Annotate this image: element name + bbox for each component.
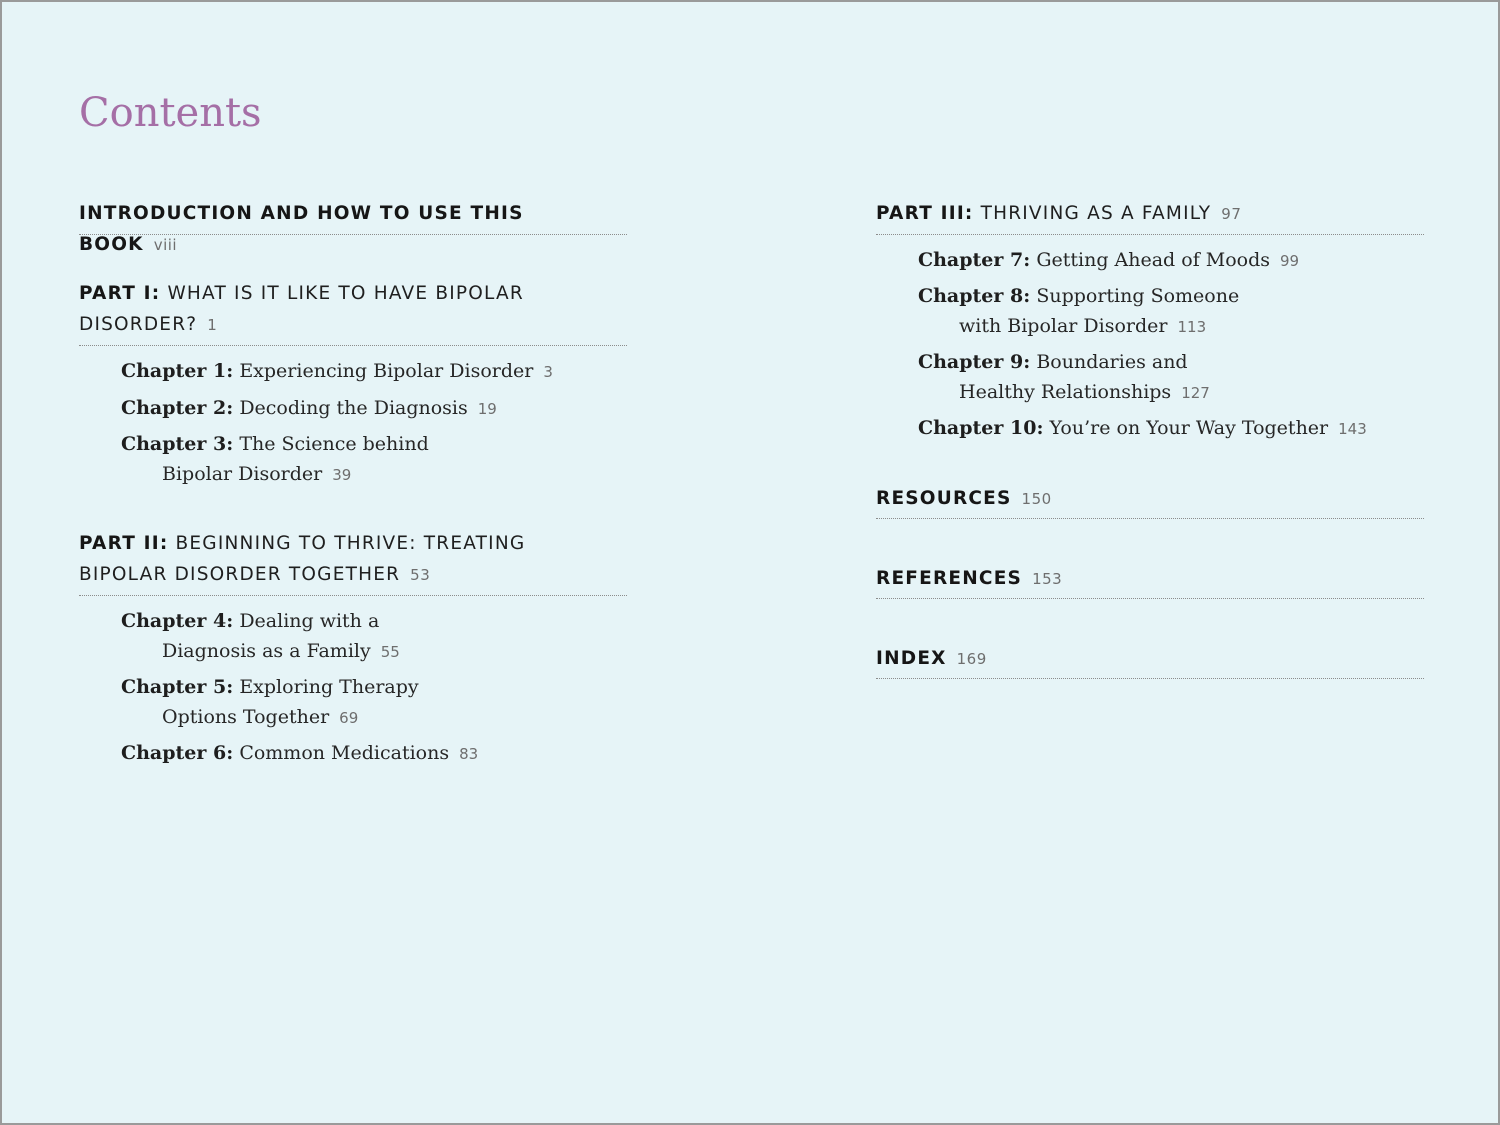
toc-entry-chapter-2[interactable] [121,393,621,424]
toc-entry-chapter-4[interactable] [121,606,621,667]
chapter-label: Chapter 2: [121,397,234,419]
chapter-label: Chapter 4: [121,610,234,632]
dotted-divider [876,518,1424,519]
page-number: viii [153,236,178,254]
chapter-title: Decoding the Diagnosis [239,397,468,419]
chapter-title-continued: Diagnosis as a Family [162,640,371,662]
chapter-title: Supporting Someone [1036,285,1240,307]
dotted-divider [876,678,1424,679]
page-number: 99 [1280,252,1300,270]
chapter-title-continued: Options Together [162,706,330,728]
part-title-line1: WHAT IS IT LIKE TO HAVE BIPOLAR [167,283,524,304]
chapter-title: Getting Ahead of Moods [1036,249,1271,271]
chapter-label: Chapter 10: [918,417,1044,439]
toc-entry-chapter-7[interactable] [918,245,1418,276]
toc-entry-index[interactable] [876,643,1424,675]
part-title-line1: THRIVING AS A FAMILY [980,203,1212,224]
chapter-title-continued: Healthy Relationships [959,381,1172,403]
page-number: 55 [380,643,400,661]
toc-entry-chapter-8[interactable] [918,281,1418,342]
page-number: 113 [1177,318,1207,336]
dotted-divider [876,234,1424,235]
part-title-line2: DISORDER? [79,314,198,335]
toc-entry-part-3[interactable] [876,198,1424,230]
toc-entry-part-1[interactable] [79,278,627,341]
introduction-label: INTRODUCTION AND HOW TO USE THIS BOOK [79,203,524,255]
toc-entry-part-2[interactable] [79,528,627,591]
chapter-title: Exploring Therapy [239,676,419,698]
page-number: 150 [1021,490,1052,508]
part-title-line1: BEGINNING TO THRIVE: TREATING [175,533,526,554]
page-number: 153 [1032,570,1063,588]
chapter-title-line2 [121,636,621,667]
references-label: REFERENCES [876,568,1023,589]
page-number: 97 [1221,205,1242,223]
dotted-divider [79,345,627,346]
chapter-label: Chapter 8: [918,285,1031,307]
page-title: Contents [79,90,262,136]
toc-entry-introduction[interactable] [79,198,627,261]
chapter-title-continued: with Bipolar Disorder [959,315,1168,337]
chapter-title: The Science behind [239,433,429,455]
chapter-title-line2 [918,311,1418,342]
chapter-title-continued: Bipolar Disorder [162,463,323,485]
chapter-title: You’re on Your Way Together [1049,417,1329,439]
page-number: 169 [956,650,987,668]
chapter-label: Chapter 6: [121,742,234,764]
part-label: PART III: [876,203,974,224]
toc-entry-references[interactable] [876,563,1424,595]
chapter-title: Common Medications [239,742,450,764]
chapter-label: Chapter 5: [121,676,234,698]
dotted-divider [876,598,1424,599]
chapter-title: Boundaries and [1036,351,1188,373]
chapter-label: Chapter 3: [121,433,234,455]
chapter-title: Experiencing Bipolar Disorder [239,360,534,382]
page-number: 39 [332,466,352,484]
page-number: 3 [543,363,553,381]
page-number: 1 [207,316,218,334]
part-label: PART II: [79,533,169,554]
dotted-divider [79,595,627,596]
part-label: PART I: [79,283,161,304]
toc-entry-chapter-9[interactable] [918,347,1418,408]
index-label: INDEX [876,648,947,669]
page-number: 19 [477,400,497,418]
page-number: 53 [410,566,431,584]
page-number: 143 [1338,420,1367,438]
chapter-label: Chapter 9: [918,351,1031,373]
chapter-title-line2 [918,377,1418,408]
page-number: 69 [339,709,359,727]
toc-entry-chapter-6[interactable] [121,738,621,769]
page-number: 83 [459,745,479,763]
chapter-title: Dealing with a [239,610,380,632]
dotted-divider [79,234,627,235]
page-number: 127 [1181,384,1210,402]
toc-entry-chapter-1[interactable] [121,356,621,387]
part-title-line2: BIPOLAR DISORDER TOGETHER [79,564,401,585]
chapter-label: Chapter 7: [918,249,1031,271]
chapter-label: Chapter 1: [121,360,234,382]
toc-entry-chapter-10[interactable] [918,413,1418,444]
toc-entry-chapter-5[interactable] [121,672,621,733]
resources-label: RESOURCES [876,488,1012,509]
toc-entry-chapter-3[interactable] [121,429,621,490]
chapter-title-line2 [121,459,621,490]
chapter-title-line2 [121,702,621,733]
toc-entry-resources[interactable] [876,483,1424,515]
